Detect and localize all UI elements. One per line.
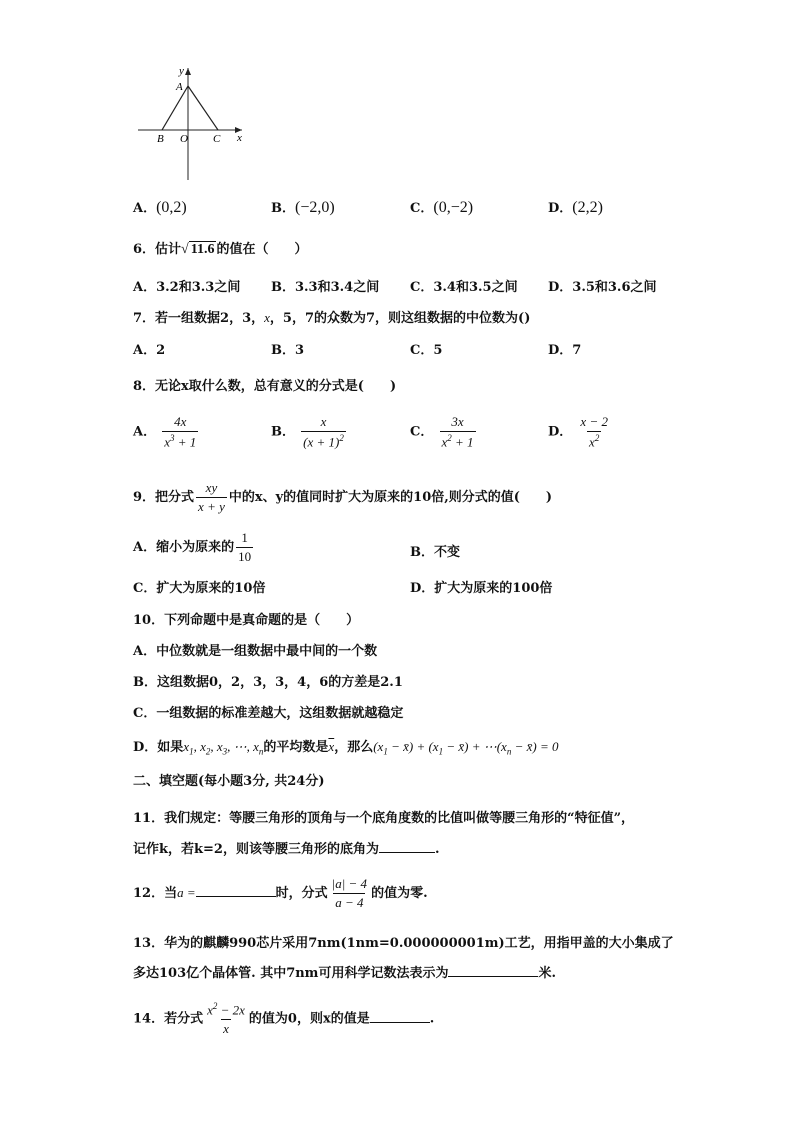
- q6-stem: 6．估计√ 11.6 的值在（ ）: [133, 242, 308, 257]
- q8-option-b: B． $\frac{x}{(x + 1)^2}$: [271, 414, 344, 450]
- q14-stem: 14．若分式 $\frac{x^2 - 2x}{x}$ 的值为0，则x的值是 .: [133, 1001, 435, 1037]
- q9-option-a: A．缩小为原来的 $\frac{1}{10}$: [133, 530, 252, 564]
- q12-answer-blank[interactable]: [196, 884, 276, 897]
- section-heading-fill-in: 二、填空题(每小题3分, 共24分): [133, 774, 325, 789]
- q10-stem: 10．下列命题中是真命题的是（ ）: [133, 613, 360, 628]
- label-b: B: [157, 133, 164, 145]
- q5-option-b: B．(−2,0): [271, 199, 335, 216]
- q6-option-a: A．3.2和3.3之间: [133, 280, 241, 295]
- q9-option-b: B．不变: [410, 545, 460, 560]
- q14-answer-blank[interactable]: [370, 1010, 430, 1023]
- q10-option-b: B．这组数据0，2，3，3，4，6的方差是2.1: [133, 675, 403, 690]
- q11-line1: 11．我们规定：等腰三角形的顶角与一个底角度数的比值叫做等腰三角形的“特征值”，: [133, 811, 635, 826]
- q11-line2: 记作k，若k=2，则该等腰三角形的底角为 .: [133, 842, 440, 857]
- q13-answer-blank[interactable]: [448, 964, 538, 977]
- q10-option-d: D．如果$x_1$, $x_2$, $x_3$, ⋯, $x_n$的平均数是$\overline{x}$，那么($x_1$ − x̄) + ($x_1$ − x̄) + $\cdots(x_n$ − x̄) = 0: [133, 739, 559, 757]
- q9-option-c: C．扩大为原来的10倍: [133, 581, 266, 596]
- q11-answer-blank[interactable]: [379, 840, 435, 853]
- q13-line1: 13．华为的麒麟990芯片采用7nm(1nm=0.000000001m)工艺，用指甲盖的大小集成了: [133, 936, 674, 951]
- q8-option-c: C． $\frac{3x}{x^2 + 1}$: [410, 414, 474, 450]
- q7-stem: 7．若一组数据2，3，x，5，7的众数为7，则这组数据的中位数为(): [133, 310, 531, 326]
- q10-option-a: A．中位数就是一组数据中最中间的一个数: [133, 644, 378, 659]
- q10-option-c: C．一组数据的标准差越大，这组数据就越稳定: [133, 706, 404, 721]
- q7-option-d: D．7: [548, 343, 582, 358]
- triangle-coordinate-figure: [132, 62, 252, 184]
- q7-option-b: B．3: [271, 343, 305, 358]
- q8-option-a: A． $\frac{4x}{x^3 + 1}$: [133, 414, 197, 450]
- q8-stem: 8．无论x取什么数，总有意义的分式是( ): [133, 379, 397, 394]
- q5-option-a: A．(0,2): [133, 199, 187, 216]
- q6-option-c: C．3.4和3.5之间: [410, 280, 518, 295]
- q7-option-a: A．2: [133, 343, 166, 358]
- label-c: C: [213, 133, 221, 145]
- q6-option-d: D．3.5和3.6之间: [548, 280, 657, 295]
- label-x: x: [237, 132, 242, 144]
- q5-option-c: C．(0,−2): [410, 199, 474, 216]
- q9-stem: 9．把分式 $\frac{xy}{x + y}$ 中的x、y的值同时扩大为原来的10倍,则分式的值( ): [133, 480, 553, 514]
- q6-option-b: B．3.3和3.4之间: [271, 280, 380, 295]
- label-y: y: [179, 65, 184, 77]
- label-o: O: [180, 133, 188, 145]
- q13-line2: 多达103亿个晶体管. 其中7nm可用科学记数法表示为 米.: [133, 966, 556, 981]
- q12-stem: 12．当a = 时，分式 $\frac{|a| - 4}{a - 4}$ 的值为零.: [133, 876, 428, 910]
- q9-option-d: D．扩大为原来的100倍: [410, 581, 553, 596]
- q7-option-c: C．5: [410, 343, 443, 358]
- q8-option-d: D． $\frac{x - 2}{x^2}$: [548, 414, 608, 450]
- q5-option-d: D．(2,2): [548, 199, 603, 216]
- label-a: A: [176, 81, 183, 93]
